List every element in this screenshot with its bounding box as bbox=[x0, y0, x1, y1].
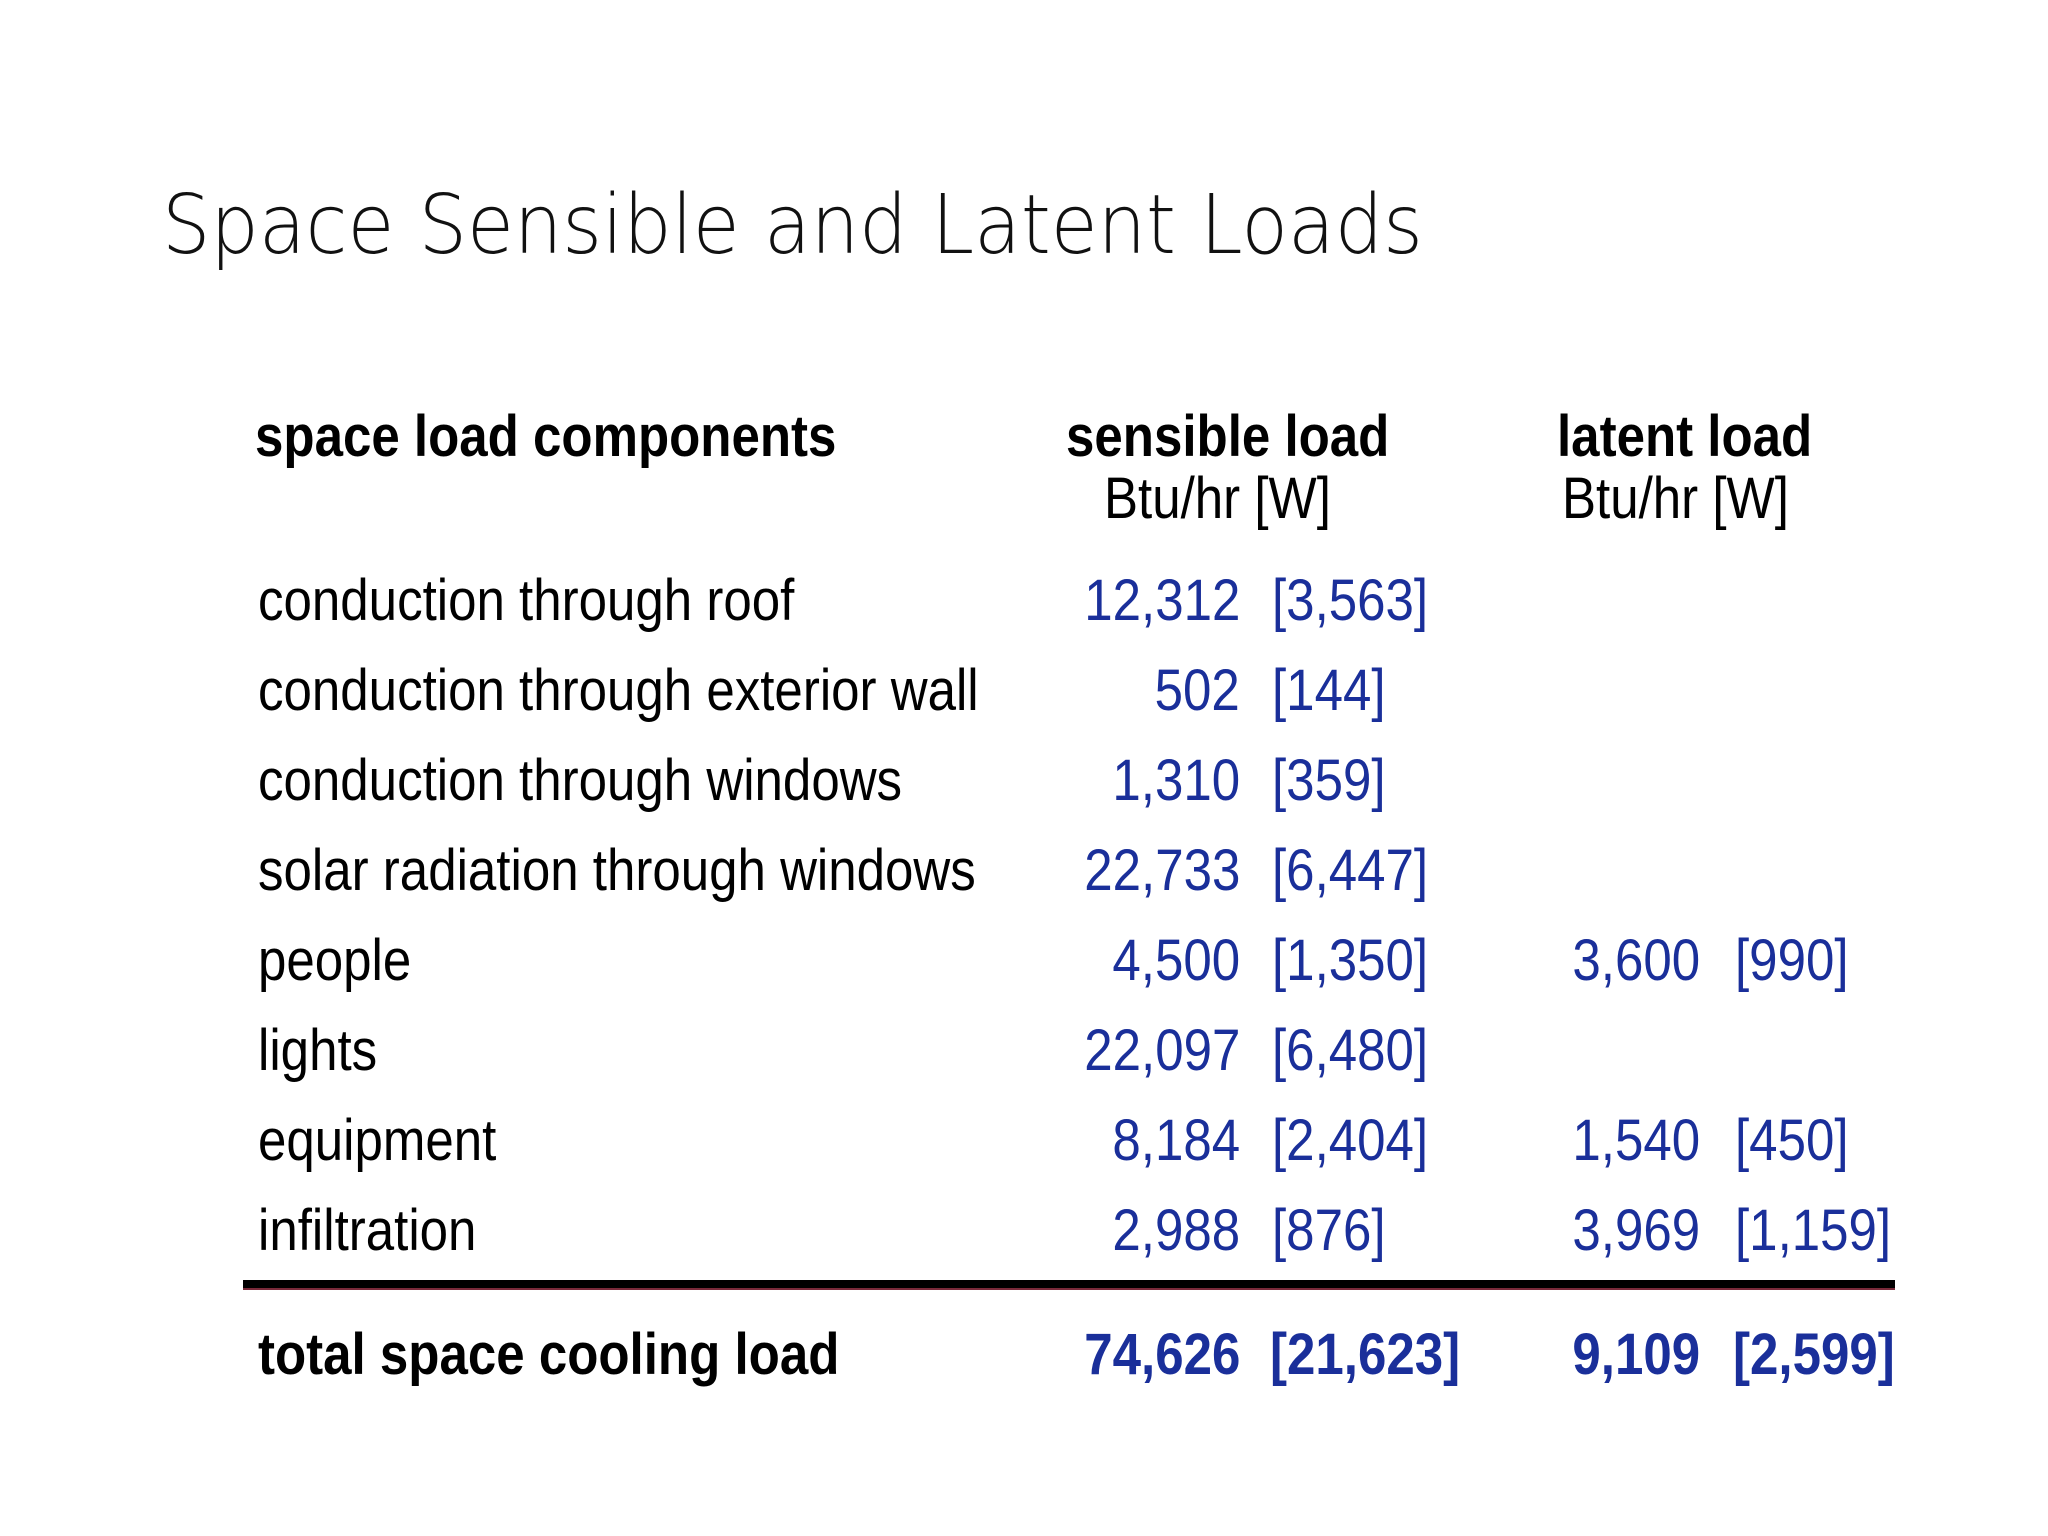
row-sensible-w: [6,480] bbox=[1272, 1018, 1429, 1083]
row-label: conduction through windows bbox=[258, 748, 903, 813]
total-latent-w: [2,599] bbox=[1733, 1322, 1895, 1387]
row-sensible-w: [144] bbox=[1272, 658, 1386, 723]
row-label: infiltration bbox=[258, 1198, 477, 1263]
header-components: space load components bbox=[255, 404, 837, 469]
row-sensible-w: [359] bbox=[1272, 748, 1386, 813]
row-latent-w: [450] bbox=[1735, 1108, 1849, 1173]
row-label: people bbox=[258, 928, 412, 993]
row-label: solar radiation through windows bbox=[258, 838, 976, 903]
total-sensible-w: [21,623] bbox=[1270, 1322, 1461, 1387]
row-sensible-btu: 502 bbox=[1154, 658, 1240, 723]
header-sensible-units: Btu/hr [W] bbox=[1104, 466, 1331, 531]
total-sensible-btu: 74,626 bbox=[1083, 1322, 1240, 1387]
row-latent-btu: 1,540 bbox=[1572, 1108, 1700, 1173]
row-label: conduction through exterior wall bbox=[258, 658, 979, 723]
total-label: total space cooling load bbox=[258, 1322, 840, 1387]
row-latent-btu: 3,969 bbox=[1572, 1198, 1700, 1263]
header-sensible: sensible load bbox=[1066, 404, 1390, 469]
row-sensible-btu: 8,184 bbox=[1112, 1108, 1240, 1173]
row-sensible-btu: 12,312 bbox=[1083, 568, 1240, 633]
row-sensible-w: [876] bbox=[1272, 1198, 1386, 1263]
row-sensible-btu: 22,733 bbox=[1083, 838, 1240, 903]
row-label: lights bbox=[258, 1018, 378, 1083]
row-sensible-w: [2,404] bbox=[1272, 1108, 1429, 1173]
header-latent-units: Btu/hr [W] bbox=[1562, 466, 1789, 531]
total-latent-btu: 9,109 bbox=[1572, 1322, 1700, 1387]
row-sensible-btu: 2,988 bbox=[1112, 1198, 1240, 1263]
header-latent: latent load bbox=[1557, 404, 1813, 469]
row-label: equipment bbox=[258, 1108, 497, 1173]
row-latent-btu: 3,600 bbox=[1572, 928, 1700, 993]
row-latent-w: [990] bbox=[1735, 928, 1849, 993]
row-sensible-btu: 22,097 bbox=[1083, 1018, 1240, 1083]
total-divider-rule bbox=[243, 1280, 1895, 1290]
slide-title: Space Sensible and Latent Loads bbox=[162, 178, 1423, 273]
row-sensible-btu: 4,500 bbox=[1112, 928, 1240, 993]
row-sensible-w: [6,447] bbox=[1272, 838, 1429, 903]
row-sensible-w: [1,350] bbox=[1272, 928, 1429, 993]
row-latent-w: [1,159] bbox=[1735, 1198, 1892, 1263]
row-sensible-btu: 1,310 bbox=[1112, 748, 1240, 813]
row-label: conduction through roof bbox=[258, 568, 795, 633]
row-sensible-w: [3,563] bbox=[1272, 568, 1429, 633]
